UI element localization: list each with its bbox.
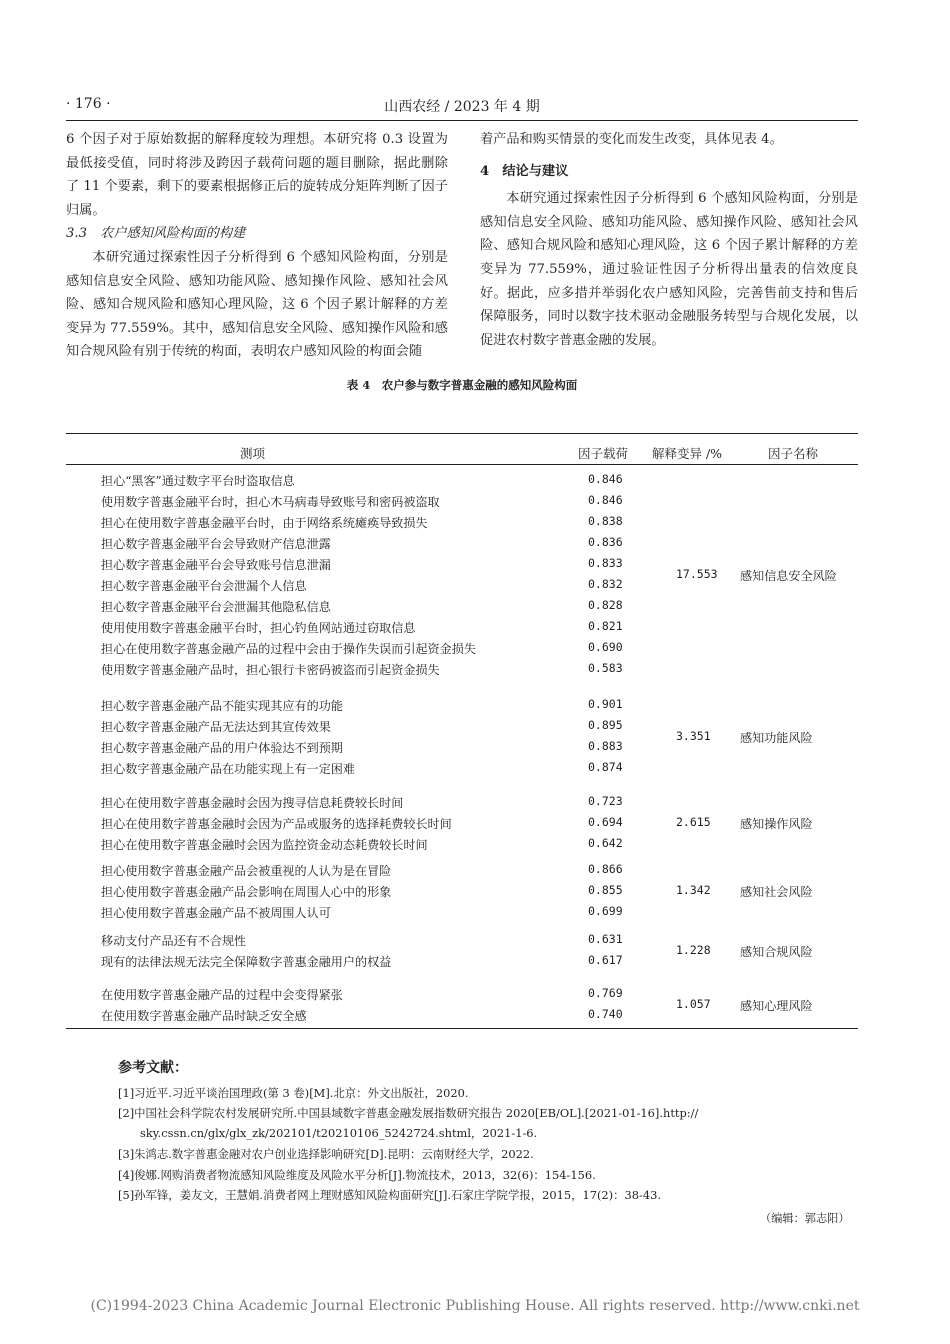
item-text: 在使用数字普惠金融产品的过程中会变得紧张 — [101, 988, 343, 1002]
group-variance: 17.553 — [676, 567, 718, 581]
item-text: 担心使用数字普惠金融产品会被重视的人认为是在冒险 — [101, 864, 392, 878]
reference-item: [5]孙军锋，姜友文，王慧娟.消费者网上理财感知风险构面研究[J].石家庄学院学报，2015，17(2)：38-43. — [118, 1188, 661, 1202]
item-text: 担心使用数字普惠金融产品不被周围人认可 — [101, 906, 331, 920]
header-item: 测项 — [240, 446, 266, 461]
item-loading: 0.901 — [588, 697, 623, 711]
item-loading: 0.617 — [588, 953, 623, 967]
table-top-rule — [66, 433, 858, 434]
item-text: 担心数字普惠金融平台会泄漏其他隐私信息 — [101, 600, 331, 614]
item-text: 担心在使用数字普惠金融平台时，由于网络系统瘫痪导致损失 — [101, 516, 428, 530]
item-loading: 0.828 — [588, 598, 623, 612]
item-loading: 0.694 — [588, 815, 623, 829]
item-text: 担心数字普惠金融产品在功能实现上有一定困难 — [101, 762, 355, 776]
item-loading: 0.699 — [588, 904, 623, 918]
reference-item: sky.cssn.cn/glx/glx_zk/202101/t20210106_5242724.shtml，2021-1-6. — [140, 1126, 538, 1140]
reference-item: [4]俊娜.网购消费者物流感知风险维度及风险水平分析[J].物流技术，2013，32(6)：154-156. — [118, 1168, 596, 1182]
group-factor-name: 感知操作风险 — [740, 817, 813, 831]
item-text: 现有的法律法规无法完全保障数字普惠金融用户的权益 — [101, 955, 392, 969]
group-variance: 1.342 — [676, 883, 711, 897]
right-paragraph-2: 本研究通过探索性因子分析得到 6 个感知风险构面，分别是感知信息安全风险、感知功能风险、感知操作风险、感知社会风险、感知合规风险和感知心理风险，这 6 个因子累计解释的方差变异为 77.559%，通过验证性因子分析得出量表的信效度良好。据此，应多措并举弱化农户感知风险，完善售前支持和售后保障服务，同时以数字技术驱动金融服务转型与合规化发展，以促进农村数字普惠金融的发展。 — [480, 191, 858, 348]
item-text: 担心数字普惠金融产品无法达到其宣传效果 — [101, 720, 331, 734]
item-loading: 0.740 — [588, 1007, 623, 1021]
item-loading: 0.866 — [588, 862, 623, 876]
item-text: 担心在使用数字普惠金融时会因为监控资金动态耗费较长时间 — [101, 838, 428, 852]
item-loading: 0.642 — [588, 836, 623, 850]
journal-title: 山西农经 / 2023 年 4 期 — [384, 99, 540, 115]
table-caption: 表 4 农户参与数字普惠金融的感知风险构面 — [346, 378, 578, 392]
header-rule — [66, 120, 858, 121]
item-text: 担心使用数字普惠金融产品会影响在周围人心中的形象 — [101, 885, 392, 899]
item-loading: 0.855 — [588, 883, 623, 897]
item-text: 担心“黑客”通过数字平台时盗取信息 — [101, 474, 295, 488]
item-loading: 0.846 — [588, 472, 623, 486]
item-loading: 0.895 — [588, 718, 623, 732]
reference-item: [3]朱鸿志.数字普惠金融对农户创业选择影响研究[D].昆明：云南财经大学，2022. — [118, 1147, 534, 1161]
item-text: 使用数字普惠金融产品时，担心银行卡密码被盗而引起资金损失 — [101, 663, 440, 677]
header-loading: 因子载荷 — [578, 446, 629, 461]
group-variance: 2.615 — [676, 815, 711, 829]
item-text: 使用使用数字普惠金融平台时，担心钓鱼网站通过窃取信息 — [101, 621, 416, 635]
group-factor-name: 感知信息安全风险 — [740, 569, 837, 583]
left-column — [66, 128, 448, 364]
right-column — [480, 128, 858, 352]
references-title: 参考文献： — [118, 1060, 188, 1076]
section-heading-4: 4 结论与建议 — [480, 163, 569, 179]
right-paragraph-1: 着产品和购买情景的变化而发生改变，具体见表 4。 — [480, 132, 783, 147]
reference-item: [2]中国社会科学院农村发展研究所.中国县域数字普惠金融发展指数研究报告 2020[EB/OL].[2021-01-16].http:// — [118, 1106, 699, 1120]
item-text: 在使用数字普惠金融产品时缺乏安全感 — [101, 1009, 307, 1023]
item-loading: 0.821 — [588, 619, 623, 633]
editor-note: （编辑：郭志阳） — [760, 1212, 850, 1225]
group-variance: 1.057 — [676, 997, 711, 1011]
left-paragraph-1: 6 个因子对于原始数据的解释度较为理想。本研究将 0.3 设置为最低接受值，同时将涉及跨因子载荷问题的题目删除，据此删除了 11 个要素，剩下的要素根据修正后的旋转成分矩阵判断了因子归属。 — [66, 132, 448, 218]
item-loading: 0.874 — [588, 760, 623, 774]
page-number: · 176 · — [66, 96, 111, 112]
item-loading: 0.846 — [588, 493, 623, 507]
group-variance: 1.228 — [676, 943, 711, 957]
group-factor-name: 感知心理风险 — [740, 999, 813, 1013]
item-text: 使用数字普惠金融平台时，担心木马病毒导致账号和密码被盗取 — [101, 495, 440, 509]
header-variance: 解释变异 /% — [652, 446, 723, 461]
reference-item: [1]习近平.习近平谈治国理政(第 3 卷)[M].北京：外文出版社，2020. — [118, 1086, 469, 1100]
header-factor: 因子名称 — [768, 446, 819, 461]
item-loading: 0.833 — [588, 556, 623, 570]
item-loading: 0.690 — [588, 640, 623, 654]
item-text: 担心在使用数字普惠金融产品的过程中会由于操作失误而引起资金损失 — [101, 642, 476, 656]
item-loading: 0.883 — [588, 739, 623, 753]
left-paragraph-2: 本研究通过探索性因子分析得到 6 个感知风险构面，分别是感知信息安全风险、感知功能风险、感知操作风险、感知社会风险、感知合规风险和感知心理风险，这 6 个因子累计解释的方差变异为 77.559%。其中，感知信息安全风险、感知操作风险和感知合规风险有别于传统的构面，表明农户感知风险的构面会随 — [66, 249, 448, 360]
item-loading: 0.838 — [588, 514, 623, 528]
item-text: 担心数字普惠金融产品不能实现其应有的功能 — [101, 699, 343, 713]
item-loading: 0.836 — [588, 535, 623, 549]
item-loading: 0.769 — [588, 986, 623, 1000]
page-header — [66, 96, 858, 118]
item-text: 担心在使用数字普惠金融时会因为产品或服务的选择耗费较长时间 — [101, 817, 452, 831]
item-loading: 0.832 — [588, 577, 623, 591]
group-factor-name: 感知功能风险 — [740, 731, 813, 745]
item-text: 担心数字普惠金融平台会导致账号信息泄漏 — [101, 558, 331, 572]
item-text: 担心在使用数字普惠金融时会因为搜寻信息耗费较长时间 — [101, 796, 404, 810]
table-header-rule — [66, 464, 858, 465]
item-text: 移动支付产品还有不合规性 — [101, 934, 247, 948]
item-text: 担心数字普惠金融产品的用户体验达不到预期 — [101, 741, 343, 755]
section-heading-3-3: 3.3 农户感知风险构面的构建 — [66, 226, 246, 242]
item-text: 担心数字普惠金融平台会导致财产信息泄露 — [101, 537, 331, 551]
copyright-footer: (C)1994-2023 China Academic Journal Electronic Publishing House. All rights reserved. http://www.cnki.net — [90, 1298, 860, 1314]
item-loading: 0.723 — [588, 794, 623, 808]
group-factor-name: 感知合规风险 — [740, 945, 813, 959]
table-bottom-rule — [66, 1028, 858, 1029]
group-factor-name: 感知社会风险 — [740, 885, 813, 899]
item-loading: 0.631 — [588, 932, 623, 946]
item-text: 担心数字普惠金融平台会泄漏个人信息 — [101, 579, 307, 593]
group-variance: 3.351 — [676, 729, 711, 743]
item-loading: 0.583 — [588, 661, 623, 675]
